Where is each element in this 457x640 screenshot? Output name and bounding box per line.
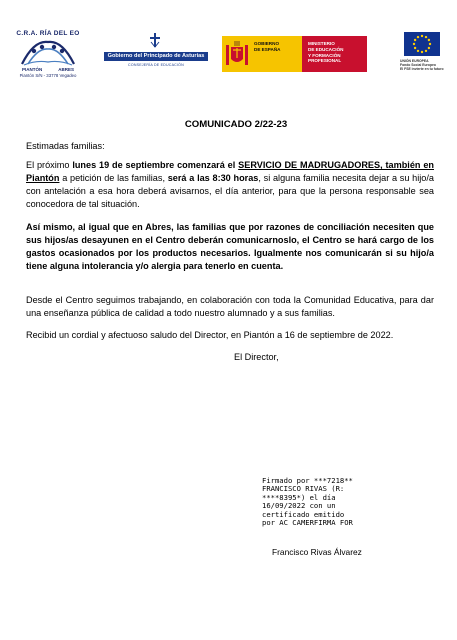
- digital-signature: Firmado por ***7218** FRANCISCO RIVAS (R: ****8395*) el día 16/09/2022 con un certificado emitido por AC CAMERFIRMA FOR: [262, 476, 353, 528]
- asturias-name: Gobierno del Principado de Asturias: [104, 52, 208, 61]
- p1-intro: El próximo: [26, 160, 73, 171]
- eu-caption: [400, 59, 446, 72]
- ministry-line-3: Y FORMACIÓN PROFESIONAL: [308, 52, 342, 64]
- cra-places: [14, 67, 82, 72]
- paragraph-closing: Recibid un cordial y afectuoso saludo del Director, en Piantón a 16 de septiembre de 2022.: [26, 330, 394, 341]
- coat-of-arms-icon: [225, 39, 249, 69]
- p1-request: a petición de las familias,: [59, 173, 168, 184]
- bridge-icon: [20, 38, 76, 66]
- eu-flag-icon: [404, 32, 440, 56]
- cra-place-right: ABRES: [58, 67, 74, 72]
- spain-red-panel: [302, 36, 367, 72]
- letterhead: [0, 22, 457, 82]
- letter-body: [26, 118, 434, 364]
- ministry-line-2: DE EDUCACIÓN: [308, 46, 344, 52]
- eu-fund: Fondo Social Europeo: [400, 63, 436, 68]
- eu-motto: El FSE invierte en tu futuro: [400, 67, 444, 72]
- government-line-2: DE ESPAÑA: [254, 46, 281, 52]
- ministry-name: [308, 41, 366, 64]
- spain-yellow-panel: [222, 36, 302, 72]
- eu-logo: [400, 32, 446, 76]
- ministry-line-1: MINISTERIO: [308, 41, 335, 46]
- cra-title: C.R.A. RÍA DEL EO: [16, 30, 80, 37]
- paragraph-breakfast: Así mismo, al igual que en Abres, las familias que por razones de conciliación necesiten que sus hijos/as desayunen en el Centro deberán comunicarnoslo, el Centro se hará cargo de los gastos ocasionados por los productos necesarios. Igualmente nos comunicarán si su hijo/a tiene alguna intolerancia y/o alergia para tenerlo en cuenta.: [26, 221, 434, 271]
- paragraph-commitment: Desde el Centro seguimos trabajando, en colaboración con toda la Comunidad Educativa, para dar una enseñanza pública de calidad a todo nuestro alumnado y a sus familias.: [26, 294, 434, 319]
- government-name: [254, 41, 300, 53]
- asturias-department: CONSEJERÍA DE EDUCACIÓN: [128, 63, 184, 67]
- government-line-1: GOBIERNO: [254, 41, 280, 46]
- spacer: [26, 282, 434, 294]
- cross-crest-icon: [148, 32, 162, 48]
- spain-government-logo: [222, 36, 367, 72]
- cra-place-left: PIANTÓN: [21, 67, 43, 72]
- p1-service: SERVICIO DE MADRUGADORES, también en Piantón: [26, 160, 434, 184]
- signer-name: Francisco Rivas Álvarez: [272, 547, 362, 557]
- asturias-logo: [104, 32, 208, 72]
- cra-logo: [14, 30, 82, 80]
- cra-address: Piantón S/N - 33778 Vegadeo: [19, 73, 77, 78]
- p1-rest: , si alguna familia necesita dejar a su hijo/a con antelación a esa hora deberá avisarnos, el día anterior, para que la persona responsable sea conocedora de tal situación.: [26, 173, 434, 210]
- sign-off: El Director,: [234, 352, 279, 363]
- document-title: COMUNICADO 2/22-23: [184, 119, 288, 130]
- p1-date: lunes 19 de septiembre comenzará el: [72, 160, 239, 171]
- eu-name: UNIÓN EUROPEA: [400, 59, 429, 63]
- p1-time: será a las 8:30 horas: [167, 173, 259, 184]
- paragraph-service: [26, 159, 434, 211]
- greeting: Estimadas familias:: [26, 141, 105, 152]
- eu-stars-icon: [404, 32, 440, 56]
